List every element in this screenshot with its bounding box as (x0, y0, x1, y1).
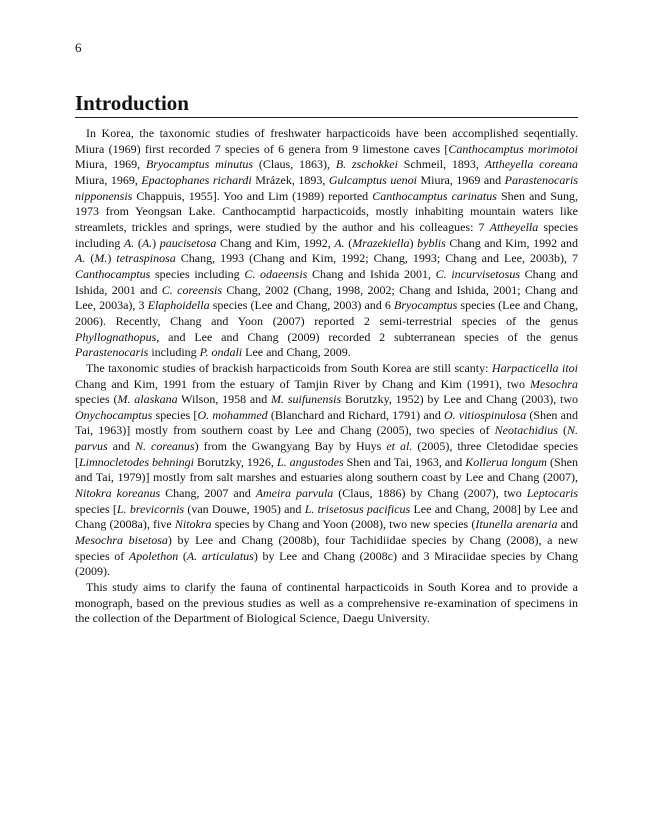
italic-text: Epactophanes richardi (141, 172, 252, 187)
italic-text: A. (75, 251, 86, 266)
text-run: (Shen and Tai, 1979)] mostly from salt marshes and estuaries along southern coast by Lee and Chang (2007), (75, 454, 578, 485)
italic-text: byblis (417, 235, 446, 250)
italic-text: M. suifunensis (271, 392, 342, 407)
text-run: ( (178, 548, 187, 563)
text-run: This study aims to clarify the fauna of continental harpacticoids in South Korea and to provide a monograph, based on the previous studies as well as a comprehensive re-examination of specimens in the collection of the Department of Biological Science, Daegu University. (75, 580, 578, 626)
italic-text: Nitokra koreanus (75, 486, 161, 501)
text-run: Chang and Ishida, 2001 and (75, 266, 578, 297)
text-run: Chang, 1993 (Chang and Kim, 1992; Chang, 1993; Chang and Lee, 2003b), 7 (175, 251, 579, 266)
italic-text: tetraspinosa (116, 251, 176, 266)
italic-text: Phyllognathopus, (75, 329, 160, 344)
italic-text: Mesochra bisetosa (75, 533, 168, 548)
body-text (75, 126, 578, 627)
text-run: species by Chang and Yoon (2008), two new species ( (211, 517, 476, 532)
text-run: Chappuis, 1955]. Yoo and Lim (1989) reported (132, 188, 373, 203)
text-run: (Blanchard and Richard, 1791) and (267, 407, 444, 422)
italic-text: B. zschokkei (335, 157, 398, 172)
italic-text: Leptocaris (526, 486, 579, 501)
text-run: ) (152, 235, 160, 250)
text-run: The taxonomic studies of brackish harpacticoids from South Korea are still scanty: (86, 360, 492, 375)
italic-text: Mesochra (530, 376, 578, 391)
text-run: Schmeil, 1893, (397, 157, 485, 172)
italic-text: C. incurvisetosus (435, 266, 520, 281)
italic-text: Gulcamptus uenoi (328, 172, 417, 187)
italic-text: A. (123, 235, 135, 250)
italic-text: Canthocamptus morimotoi (448, 141, 578, 156)
italic-text: Canthocamptus carinatus (372, 188, 497, 203)
text-run: including (148, 345, 200, 360)
text-run: ) by Lee and Chang (2008b), four Tachidiidae species by Chang (2008), a new species of (75, 533, 578, 563)
italic-text: O. vitiospinulosa (443, 407, 527, 422)
italic-text: N. coreanus (135, 439, 195, 454)
text-run: Shen and Tai, 1963, and (343, 454, 466, 469)
page-number: 6 (75, 40, 82, 55)
text-run: (2005), three Cletodidae species [ (75, 439, 578, 469)
italic-text: Neotachidius (494, 423, 558, 438)
text-run: Lee and Chang, 2008] by Lee and Chang (2008a), five (75, 501, 578, 532)
text-run: (Claus, 1863), (253, 157, 336, 172)
italic-text: Itunella arenaria (475, 517, 558, 532)
text-run: Miura, 1969, (75, 172, 142, 187)
italic-text: C. odaeensis (244, 266, 308, 281)
italic-text: L. trisetosus pacificus (304, 501, 411, 516)
italic-text: Limnocletodes behningi (79, 454, 194, 469)
italic-text: Attheyella (489, 219, 539, 234)
text-run: Borutzky, 1926, (194, 454, 277, 469)
text-run: species [ (152, 407, 198, 422)
italic-text: A. (141, 235, 153, 250)
italic-text: paucisetosa (159, 235, 217, 250)
italic-text: Bryocamptus minutus (145, 157, 254, 172)
italic-text: Bryocamptus (394, 298, 458, 313)
text-run: Miura, 1969 and (417, 172, 505, 187)
italic-text: M. (94, 251, 108, 266)
text-run: species (Lee and Chang, 2003) and 6 (209, 298, 394, 313)
text-run: Borutzky, 1952) by Lee and Chang (2003), two (341, 392, 579, 407)
text-run: Shen and Sung, 1973 from Yeongsan Lake. Canthocamptid harpacticoids, mostly inhabiting mountain waters like streamlets, trickles and springs, were studied by the author and his colleagues: 7 (75, 188, 579, 234)
text-run: Chang and Kim, 1991 from the estuary of Tamjin River by Chang and Kim (1991), two (75, 376, 530, 391)
italic-text: C. coreensis (161, 282, 222, 297)
italic-text: A. (334, 235, 345, 250)
paragraph (75, 126, 578, 361)
text-run: and (557, 517, 578, 532)
paragraph (75, 361, 578, 580)
text-run: ) (409, 235, 418, 250)
italic-text: Onychocamptus (75, 407, 153, 422)
italic-text: M. alaskana (117, 392, 178, 407)
italic-text: Parastenocaris nipponensis (75, 172, 578, 203)
italic-text: L. angustodes (276, 454, 344, 469)
italic-text: Nitokra (174, 517, 212, 532)
text-run: species including (150, 266, 245, 281)
text-run: species (Lee and Chang, 2006). Recently, Chang and Yoon (2007) reported 2 semi-terrestrial species of the genus (75, 298, 579, 328)
text-run: Chang, 2007 and (160, 486, 256, 501)
italic-text: Mrazekiella (352, 235, 410, 250)
text-run: species including (75, 219, 578, 250)
italic-text: Kollerua longum (465, 454, 547, 469)
text-run: ( (344, 235, 353, 250)
italic-text: et al. (386, 439, 413, 454)
text-run: and Lee and Chang (2009) recorded 2 subterranean species of the genus (159, 329, 578, 344)
italic-text: Parastenocaris (75, 345, 149, 360)
text-run: Mrázek, 1893, (251, 172, 329, 187)
text-run: Chang and Ishida 2001, (307, 266, 436, 281)
text-run: (Shen and Tai, 1963)] mostly from southern coast by Lee and Chang (2005), two species of (75, 407, 578, 438)
text-run: Chang and Kim, 1992 and (445, 235, 578, 250)
text-run: Miura, 1969, (75, 157, 146, 172)
text-run: ) (107, 251, 117, 266)
italic-text: Canthocamptus (75, 266, 151, 281)
text-run: species [ (75, 501, 117, 516)
italic-text: Harpacticella itoi (491, 360, 579, 375)
italic-text: N. parvus (75, 423, 579, 454)
text-run: ) by Lee and Chang (2008c) and 3 Miraciidae species by Chang (2009). (75, 548, 579, 579)
italic-text: O. mohammed (197, 407, 268, 422)
italic-text: A. articulatus (186, 548, 254, 563)
paragraph (75, 580, 578, 627)
italic-text: L. brevicornis (116, 501, 185, 516)
italic-text: Ameira parvula (255, 486, 334, 501)
text-run: ( (85, 251, 95, 266)
text-run: Chang and Kim, 1992, (216, 235, 335, 250)
text-run: (van Douwe, 1905) and (184, 501, 305, 516)
text-run: Lee and Chang, 2009. (242, 345, 351, 360)
text-run: ) from the Gwangyang Bay by Huys (194, 439, 387, 454)
italic-text: Apolethon (128, 548, 179, 563)
italic-text: Attheyella coreana (484, 157, 579, 172)
text-run: ( (134, 235, 142, 250)
text-run: (Claus, 1886) by Chang (2007), two (333, 486, 527, 501)
text-run: and (107, 439, 136, 454)
text-run: species ( (75, 392, 118, 407)
text-run: In Korea, the taxonomic studies of freshwater harpacticoids have been accomplished seqentially. Miura (1969) first recorded 7 species of 6 genera from 9 limestone caves [ (75, 126, 578, 156)
text-run: ( (557, 423, 567, 438)
text-run: Chang, 2002 (Chang, 1998, 2002; Chang and Ishida, 2001; Chang and Lee, 2003a), 3 (75, 282, 578, 313)
italic-text: Elaphoidella (147, 298, 210, 313)
text-run: Wilson, 1958 and (177, 392, 272, 407)
section-heading: Introduction (75, 92, 578, 118)
italic-text: P. ondali (199, 345, 243, 360)
